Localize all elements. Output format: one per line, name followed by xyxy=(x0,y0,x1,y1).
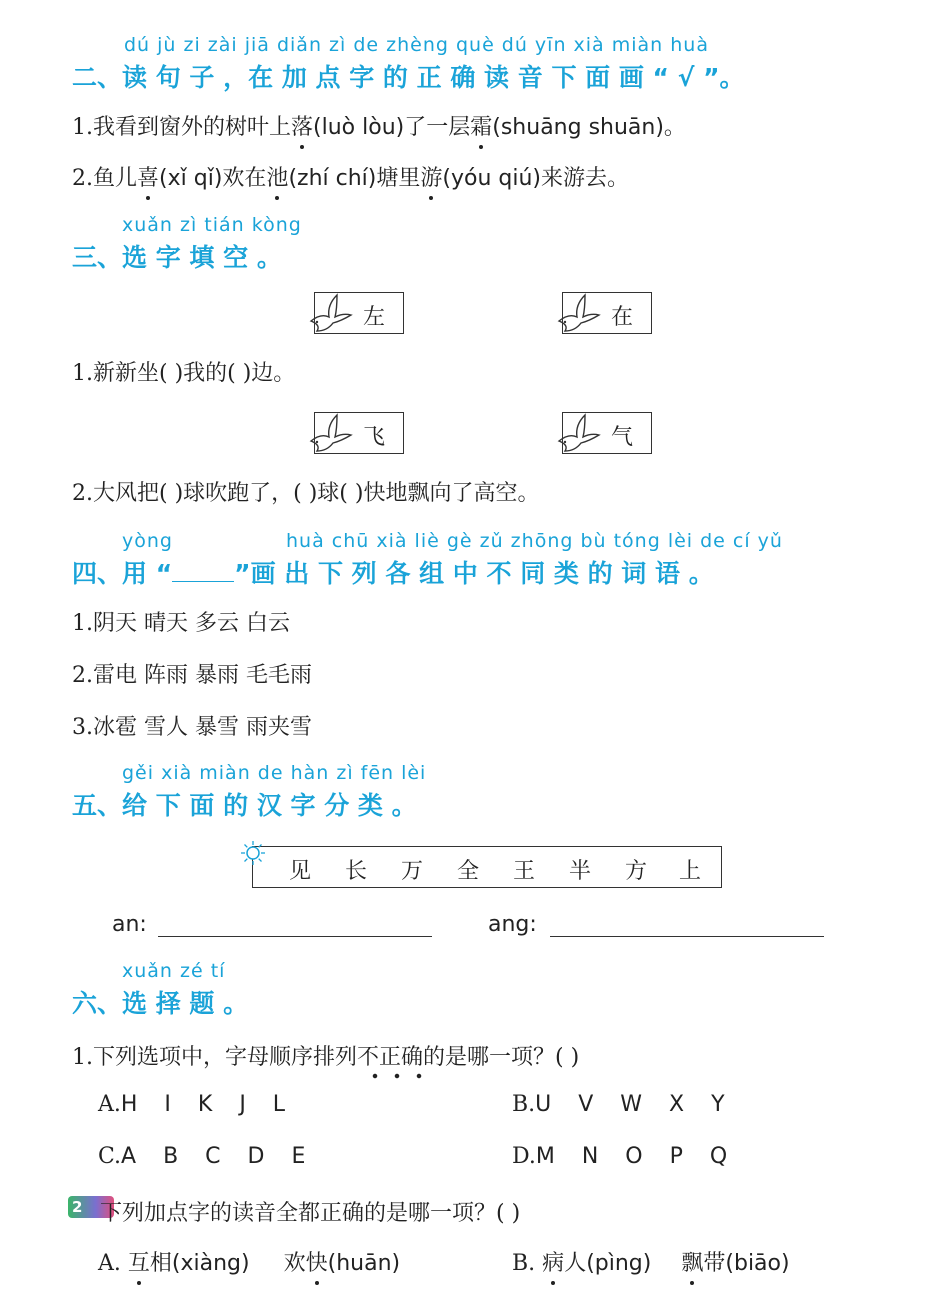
dotted-char: 池 xyxy=(266,166,289,191)
s3-heading: 三、选 字 填 空 。 xyxy=(72,243,282,272)
character-box xyxy=(252,846,722,888)
q2-option-a[interactable] xyxy=(98,1246,400,1277)
option-c[interactable] xyxy=(98,1144,315,1169)
box-char: 长 xyxy=(345,859,368,884)
q2-option-b[interactable] xyxy=(512,1246,790,1277)
option-label: A. xyxy=(98,1092,121,1117)
q-text: 鱼儿 xyxy=(93,166,138,191)
option-text: H I K J L xyxy=(120,1092,296,1117)
option-b[interactable] xyxy=(512,1092,735,1117)
option-d[interactable] xyxy=(512,1144,737,1169)
dotted-char: 快 xyxy=(305,1251,328,1276)
char-card-right xyxy=(562,292,652,334)
char-card-right xyxy=(562,412,652,454)
pinyin-choice[interactable]: (shuāng shuān)。 xyxy=(492,115,686,140)
q-num: 2. xyxy=(72,166,93,191)
q-text: 欢在 xyxy=(222,166,267,191)
bird-icon xyxy=(555,291,603,335)
word-group-row: 1.阴天 晴天 多云 白云 xyxy=(72,611,290,636)
word-char: 带 xyxy=(703,1251,726,1276)
pinyin-choice[interactable]: (yóu qiú) xyxy=(442,166,541,191)
box-char: 王 xyxy=(513,859,536,884)
bird-icon xyxy=(307,411,355,455)
box-char: 全 xyxy=(457,859,480,884)
q-text: 的是哪一项？( ) xyxy=(423,1045,580,1070)
dotted-char: 喜 xyxy=(137,166,160,191)
an-label: an: xyxy=(112,912,147,937)
pinyin: (pìng) xyxy=(586,1251,652,1276)
card-char: 在 xyxy=(610,305,633,330)
underline-sample xyxy=(172,563,234,582)
card-char: 气 xyxy=(610,425,633,450)
ang-answer-line[interactable] xyxy=(550,936,824,937)
word-group-row: 2.雷电 阵雨 暴雨 毛毛雨 xyxy=(72,663,312,688)
s3-question-1: 1.新新坐( )我的( )边。 xyxy=(72,361,296,386)
option-label: B. xyxy=(512,1251,536,1276)
bird-icon xyxy=(555,411,603,455)
box-char: 半 xyxy=(569,859,592,884)
s6-pinyin: xuǎn zé tí xyxy=(122,960,226,982)
s4-pinyin-left: yòng xyxy=(122,530,173,552)
q-text: 来游去。 xyxy=(541,166,630,191)
card-char: 飞 xyxy=(362,425,385,450)
s5-pinyin: gěi xià miàn de hàn zì fēn lèi xyxy=(122,762,427,784)
option-a[interactable] xyxy=(98,1092,295,1117)
word-char: 欢 xyxy=(283,1251,306,1276)
q-num: 1. xyxy=(72,115,93,140)
s2-question-2 xyxy=(72,161,629,192)
dotted-char: 互 xyxy=(127,1251,150,1276)
option-text: U V W X Y xyxy=(535,1092,735,1117)
option-label: D. xyxy=(512,1144,536,1169)
word-char: 人 xyxy=(564,1251,587,1276)
pinyin: (biāo) xyxy=(725,1251,790,1276)
option-label: C. xyxy=(98,1144,122,1169)
page-number: 2 xyxy=(72,1198,83,1216)
s6-heading: 六、选 择 题 。 xyxy=(72,989,249,1018)
dotted-char: 游 xyxy=(420,166,443,191)
option-text: A B C D E xyxy=(121,1144,316,1169)
heading-text: ”画 出 下 列 各 组 中 不 同 类 的 词 语 。 xyxy=(234,559,714,588)
q-text: 了一层 xyxy=(404,115,471,140)
option-text: M N O P Q xyxy=(535,1144,738,1169)
bird-icon xyxy=(307,291,355,335)
q-text: 我看到窗外的树叶上 xyxy=(93,115,292,140)
s6-question-1 xyxy=(72,1040,579,1071)
sun-icon xyxy=(240,840,266,866)
q-text: 1.下列选项中，字母顺序排列 xyxy=(72,1045,357,1070)
pinyin-choice[interactable]: (luò lòu) xyxy=(313,115,405,140)
box-char: 见 xyxy=(289,859,312,884)
char-card-left xyxy=(314,412,404,454)
box-char: 方 xyxy=(625,859,648,884)
ang-label: ang: xyxy=(488,912,537,937)
s4-heading xyxy=(72,554,714,590)
s4-pinyin-right: huà chū xià liè gè zǔ zhōng bù tóng lèi de cí yǔ xyxy=(286,530,783,552)
pinyin-choice[interactable]: (xǐ qǐ) xyxy=(159,166,223,191)
option-label: A. xyxy=(98,1251,121,1276)
s5-heading: 五、给 下 面 的 汉 字 分 类 。 xyxy=(72,791,417,820)
pinyin: (huān) xyxy=(327,1251,401,1276)
pinyin-choice[interactable]: (zhí chí) xyxy=(288,166,377,191)
dotted-char: 落 xyxy=(291,115,314,140)
an-answer-line[interactable] xyxy=(158,936,432,937)
heading-text: 四、用 “ xyxy=(72,559,173,588)
s3-question-2: 2.大风把( )球吹跑了，( )球( )快地飘向了高空。 xyxy=(72,481,540,506)
word-group-row: 3.冰雹 雪人 暴雪 雨夹雪 xyxy=(72,715,312,740)
q-text: 下列加点字的读音全都正确的是哪一项？( ) xyxy=(100,1201,521,1226)
s3-pinyin: xuǎn zì tián kòng xyxy=(122,214,302,236)
dotted-char: 病 xyxy=(542,1251,565,1276)
pinyin: (xiàng) xyxy=(171,1251,250,1276)
s2-pinyin: dú jù zi zài jiā diǎn zì de zhèng què dú yīn xià miàn huà xyxy=(124,34,709,56)
char-card-left xyxy=(314,292,404,334)
option-label: B. xyxy=(512,1092,536,1117)
card-char: 左 xyxy=(362,305,385,330)
box-char: 上 xyxy=(679,859,702,884)
dotted-text: 不正确 xyxy=(357,1045,423,1080)
dotted-char: 霜 xyxy=(470,115,493,140)
word-char: 相 xyxy=(149,1251,172,1276)
q-text: 塘里 xyxy=(376,166,421,191)
box-char: 万 xyxy=(401,859,424,884)
s2-heading: 二、读 句 子 ，在 加 点 字 的 正 确 读 音 下 面 画 “ √ ”。 xyxy=(72,63,745,92)
dotted-char: 飘 xyxy=(681,1251,704,1276)
s6-question-2 xyxy=(100,1196,520,1227)
s2-question-1 xyxy=(72,110,686,141)
